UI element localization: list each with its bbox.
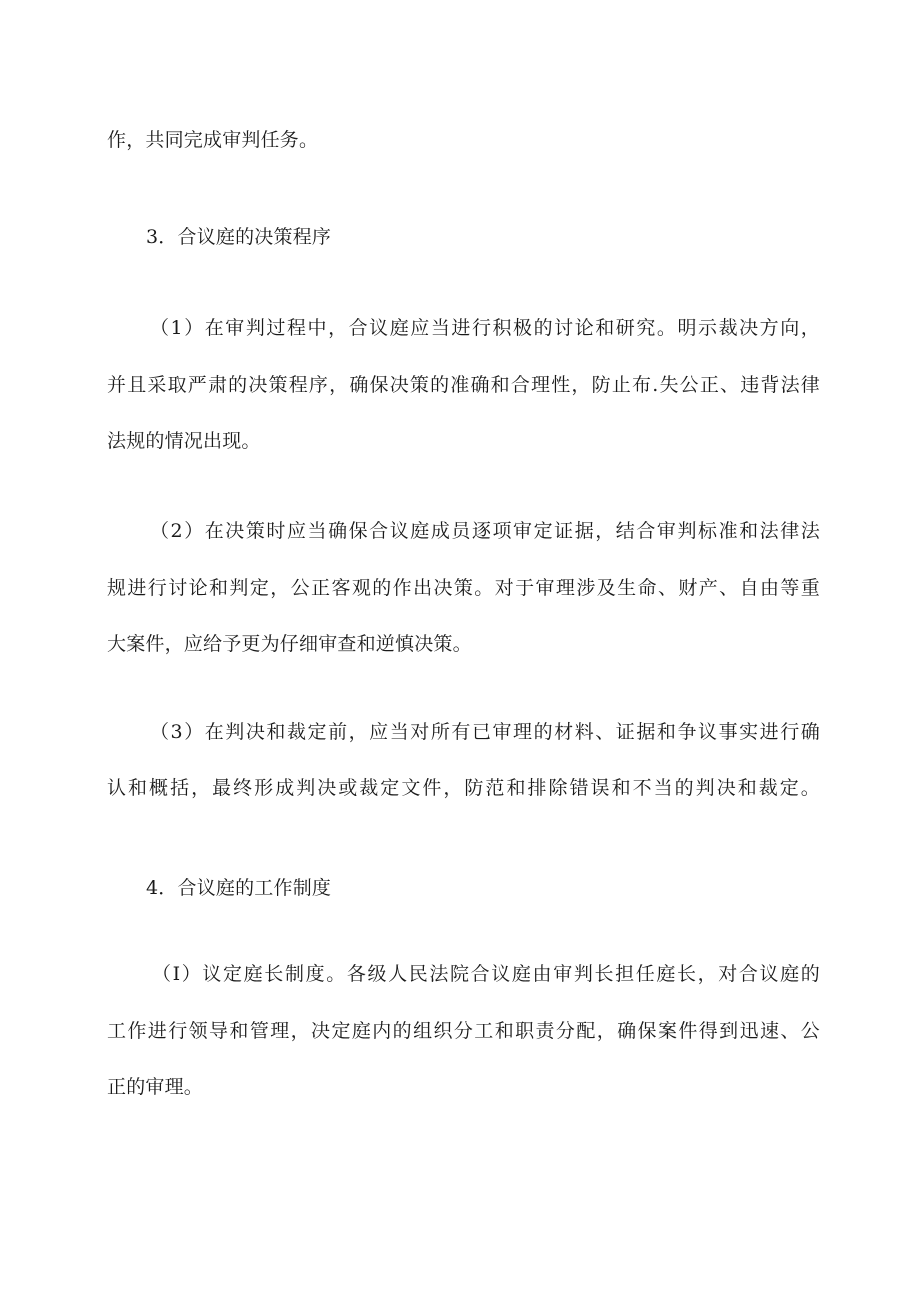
paragraph-1-line-2: 并且采取严肃的决策程序，确保决策的准确和合理性，防止布.失公正、违背法律 [107,374,820,396]
paragraph-4-line-2: 工作进行领导和管理，决定庭内的组织分工和职责分配，确保案件得到迅速、公 [107,1020,820,1042]
paragraph-1-line-1: （1）在审判过程中，合议庭应当进行积极的讨论和研究。明示裁决方向， [150,317,820,339]
paragraph-1-line-3: 法规的情况出现。 [107,430,261,452]
paragraph-3-line-2: 认和概括，最终形成判决或裁定文件，防范和排除错误和不当的判决和裁定。 [107,777,820,799]
paragraph-continuation-line: 作，共同完成审判任务。 [107,129,319,151]
paragraph-4-line-3: 正的审理。 [107,1076,204,1098]
paragraph-2-line-2: 规进行讨论和判定，公正客观的作出决策。对于审理涉及生命、财产、自由等重 [107,577,820,599]
paragraph-3-line-1: （3）在判决和裁定前，应当对所有已审理的材料、证据和争议事实进行确 [150,721,820,743]
section-heading-3: 3．合议庭的决策程序 [146,226,332,248]
paragraph-2-line-1: （2）在决策时应当确保合议庭成员逐项审定证据，结合审判标准和法律法 [150,520,820,542]
paragraph-4-line-1: （I）议定庭长制度。各级人民法院合议庭由审判长担任庭长，对合议庭的 [152,963,820,985]
paragraph-2-line-3: 大案件，应给予更为仔细审查和逆慎决策。 [107,633,472,655]
section-heading-4: 4．合议庭的工作制度 [146,877,332,899]
